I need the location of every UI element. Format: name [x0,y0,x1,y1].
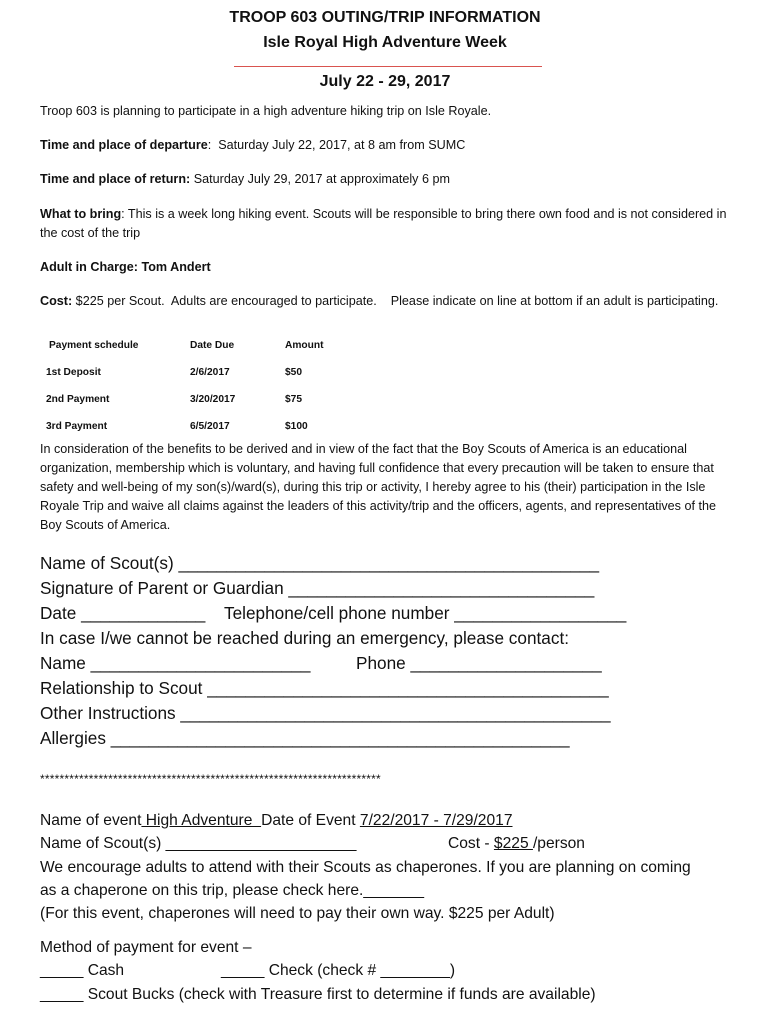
event-cost-line [448,835,585,853]
date-field[interactable]: Date _____________ [40,603,206,623]
scout-name-field[interactable]: Name of Scout(s) ____________________________________________ [40,553,600,573]
event-scout-name-field[interactable]: Name of Scout(s) ______________________ [40,835,357,852]
title-divider [234,66,542,67]
event-name-value[interactable]: High Adventure [141,812,262,829]
relationship-field[interactable]: Relationship to Scout __________________________________________ [40,678,609,698]
payment-cash-option[interactable]: _____ Cash [40,962,125,979]
adult-in-charge-text: Adult in Charge: Tom Andert [40,260,211,274]
bring-label: What to bring [40,207,122,221]
cost-paragraph [40,292,730,311]
table-cell: 6/5/2017 [190,421,230,432]
emergency-name-field[interactable]: Name _______________________ [40,653,311,673]
payment-check-option[interactable]: _____ Check (check # ________) [221,962,456,979]
departure-sep: : [207,138,212,152]
table-header: Amount [285,340,324,351]
table-cell: 2nd Payment [46,394,110,405]
table-cell: $75 [285,394,302,405]
table-header: Date Due [190,340,235,351]
telephone-field[interactable]: Telephone/cell phone number __________________ [224,603,627,623]
chaperone-checkbox-line[interactable]: as a chaperone on this trip, please check here._______ [40,882,425,899]
departure-line [40,138,465,152]
chaperone-note: (For this event, chaperones will need to pay their own way. $225 per Adult) [40,905,555,922]
emergency-phone-field[interactable]: Phone ____________________ [356,653,602,673]
intro-text: Troop 603 is planning to participate in a high adventure hiking trip on Isle Royale. [40,104,492,118]
waiver-paragraph: In consideration of the benefits to be derived and in view of the fact that the Boy Scouts of America is an educational organization, membership which is voluntary, and having full confidence that every precaution will be taken to ensure that safety and well-being of my son(s)/ward(s), during this trip or activity, I hereby agree to his (their) participation in the Isle Royale Trip and waive all claims against the leaders of this activity/trip and the officers, agents, and representatives of the Boy Scouts of America. [40,442,716,532]
cost-label: Cost: [40,294,73,308]
event-cost-suffix: /person [532,835,585,852]
payment-scout-bucks-option[interactable]: _____ Scout Bucks (check with Treasure first to determine if funds are available) [40,986,596,1003]
cost-value: $225 per Scout. Adults are encouraged to participate. Please indicate on line at bottom if an adult is participating. [72,294,719,308]
trip-dates: July 22 - 29, 2017 [319,73,451,90]
table-cell: 1st Deposit [46,367,101,378]
event-date-label: Date of Event [261,812,360,829]
table-cell: 3/20/2017 [190,394,236,405]
departure-value: Saturday July 22, 2017, at 8 am from SUMC [211,138,466,152]
event-name-line [40,812,513,830]
page-title: TROOP 603 OUTING/TRIP INFORMATION [229,9,541,26]
event-cost-label: Cost - [448,835,494,852]
table-cell: $50 [285,367,302,378]
emergency-label: In case I/we cannot be reached during an emergency, please contact: [40,628,570,648]
departure-label: Time and place of departure [40,138,208,152]
allergies-field[interactable]: Allergies ________________________________________________ [40,728,570,748]
page-subtitle: Isle Royal High Adventure Week [263,34,507,51]
table-cell: 2/6/2017 [190,367,230,378]
separator-stars: ********************************************************************** [40,772,381,786]
return-value: Saturday July 29, 2017 at approximately 6 pm [190,172,450,186]
event-name-label: Name of event [40,812,142,829]
payment-method-label: Method of payment for event – [40,939,252,956]
table-cell: 3rd Payment [46,421,108,432]
event-cost-value: $225 [493,835,533,852]
chaperone-text-1: We encourage adults to attend with their Scouts as chaperones. If you are planning on coming [40,859,691,876]
table-header: Payment schedule [49,340,139,351]
signature-field[interactable]: Signature of Parent or Guardian ________________________________ [40,578,595,598]
bring-paragraph [40,205,730,243]
return-label: Time and place of return: [40,172,191,186]
other-instructions-field[interactable]: Other Instructions _____________________________________________ [40,703,611,723]
return-line [40,172,450,186]
table-cell: $100 [285,421,308,432]
bring-value: : This is a week long hiking event. Scouts will be responsible to bring there own food and is not considered in the cost of the trip [40,207,727,240]
event-date-value[interactable]: 7/22/2017 - 7/29/2017 [359,812,513,829]
adult-in-charge [40,260,211,274]
